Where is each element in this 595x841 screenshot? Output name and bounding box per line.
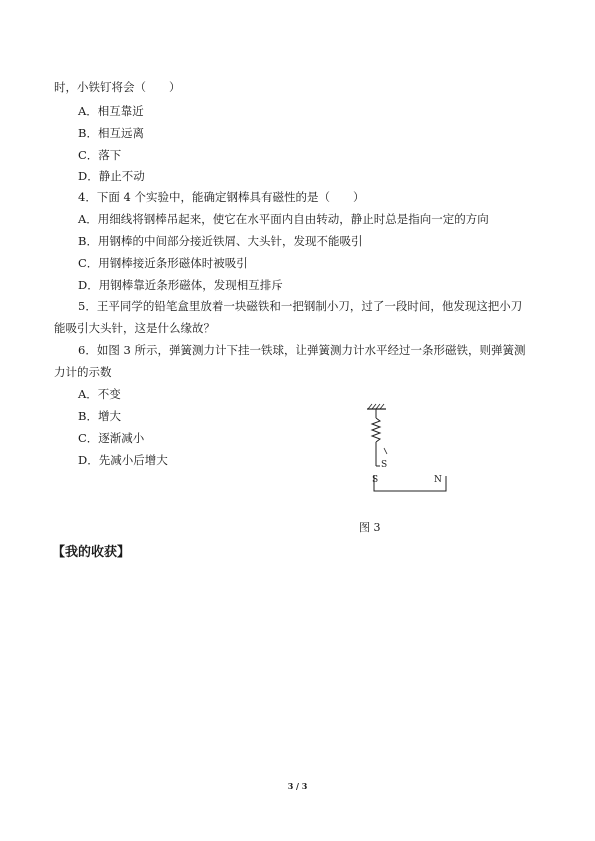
q6-stem: 6．如图 3 所示，弹簧测力计下挂一铁球，让弹簧测力计水平经过一条形磁铁，则弹簧测 (78, 343, 526, 357)
q4-option-a: A．用细线将钢棒吊起来，使它在水平面内自由转动，静止时总是指向一定的方向 (78, 212, 489, 226)
section-heading: 【我的收获】 (52, 545, 131, 560)
q5-stem: 5．王平同学的铅笔盒里放着一块磁铁和一把钢制小刀，过了一段时间，他发现这把小刀 (78, 299, 523, 313)
ball-pole-label: S (381, 460, 388, 470)
q3-stem-continuation: 时，小铁钉将会（ ） (54, 80, 181, 94)
spring-scale-magnet-figure (340, 398, 460, 500)
q4-option-b: B．用钢棒的中间部分接近铁屑、大头针，发现不能吸引 (78, 234, 363, 248)
q3-option-d: D．静止不动 (78, 169, 145, 183)
q6-option-b: B．增大 (78, 409, 121, 423)
q3-option-b: B．相互远离 (78, 126, 144, 140)
q3-option-a: A．相互靠近 (78, 104, 144, 118)
q6-option-a: A．不变 (78, 387, 121, 401)
magnet-south-label: S (372, 475, 379, 485)
q4-option-d: D．用钢棒靠近条形磁体，发现相互排斥 (78, 278, 283, 292)
q3-option-c: C．落下 (78, 148, 122, 162)
q6-option-d: D．先减小后增大 (78, 453, 168, 467)
magnet-north-label: N (434, 475, 442, 485)
q4-stem: 4．下面 4 个实验中，能确定钢棒具有磁性的是（ ） (78, 190, 365, 204)
page-number: 3 / 3 (287, 781, 308, 791)
q6-stem-continuation: 力计的示数 (54, 365, 112, 379)
figure-caption: 图 3 (359, 521, 381, 534)
q6-option-c: C．逐渐减小 (78, 431, 145, 445)
q4-option-c: C．用钢棒接近条形磁体时被吸引 (78, 256, 248, 270)
q5-stem-continuation: 能吸引大头针，这是什么缘故？ (54, 321, 215, 335)
